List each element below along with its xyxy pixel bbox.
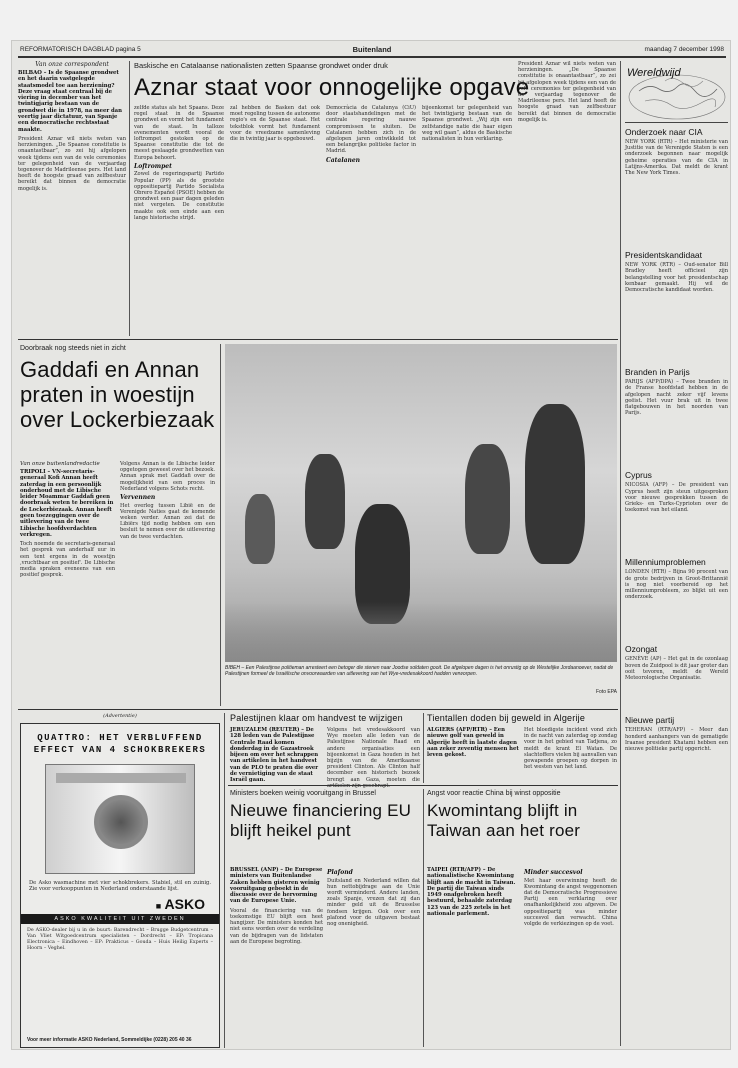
sidebar-item-title: Nieuwe partij [625, 715, 675, 726]
sidebar-item [625, 250, 728, 293]
ad-headline-2: EFFECT VAN 4 SCHOKBREKERS [33, 745, 207, 755]
eu-headline: Nieuwe financiering EU blijft heikel punt [230, 801, 412, 840]
basque-body-3: Zowel de regeringspartij Partido Popular (PP) als de grootste oppositiepartij Partido Socialista Obrero Español (PSOE) hebben de grondwet een paar dagen geleden niet vergeten. De constitutie maakte ook een einde aan een lange historische strijd. [134, 171, 224, 221]
kmt-kicker: Angst voor reactie China bij winst oppositie [427, 790, 561, 797]
photo-figure [245, 494, 275, 564]
basque-body-4: zal hebben de Basken dat ook moet regeling tussen de autonome regio's en de Spaanse staat. Het tekstblok vormt het fundament voor de vreedzame samenleving die in twintig jaar is opgebouwd. [230, 105, 320, 143]
lockerbie-headline: Gaddafi en Annan praten in woestijn over Lockerbiezaak [20, 357, 215, 432]
washing-machine-image [45, 764, 195, 874]
asko-brand: ASKO [164, 896, 205, 913]
lockerbie-col-2 [120, 461, 215, 706]
sidebar-item [625, 127, 728, 176]
asko-logo: ■ ASKO [155, 896, 205, 913]
page-header-left: REFORMATORISCH DAGBLAD pagina 5 [20, 46, 141, 53]
basque-subhead-loftrompet: Loftrompet [134, 162, 172, 170]
photo-caption: BIBEH – Een Palestijnse politieman arresteert een betoger die stenen naar Joodse soldaten gooit. De afgelopen dagen is het onrustig op de Westelijke Jordaanoever, nadat de Palestijnen formeel de Israëlische onvoorwaarden van uitlevering van het Wye-vredesakkoord hadden verworpen. [225, 665, 614, 677]
sidebar-item-title: Cyprus [625, 470, 652, 481]
lockerbie-col-1 [20, 461, 115, 706]
lockerbie-lead: TRIPOLI – VN-secretaris-generaal Kofi Annan heeft zaterdag in een persoonlijk onderhoud met de Libische leider Moammar Gaddafi geen doorbraak weten te bereiken in de Lockerbiezaak. Annan heeft geen toezeggingen over de uitlevering van de twee Libische hoofdverdachten verkregen. [20, 469, 114, 538]
ad-tag: (Advertentie) [103, 713, 137, 719]
sidebar-item-title: Millenniumproblemen [625, 557, 706, 568]
basque-kicker: Baskische en Catalaanse nationalisten zetten Spaanse grondwet onder druk [134, 61, 388, 70]
eu-kicker: Ministers boeken weinig vooruitgang in Brussel [230, 790, 376, 797]
ad-headline-1: QUATTRO: HET VERBLUFFEND [37, 733, 203, 743]
kmt-headline: Kwomintang blijft in Taiwan aan het roer [427, 801, 581, 840]
palestinians-lead: JERUZALEM (REUTER) – De 128 leden van de Palestijnse Centrale Raad komen donderdag in de Gazastrook bijeen om over het schrappen van artikelen in het handvest van de PLO te praten die over de vernietiging van de staat Israël gaan. [230, 727, 319, 784]
basque-col-3 [230, 105, 320, 335]
sidebar-item-title: Branden in Parijs [625, 367, 690, 378]
sidebar-wereldwijd [625, 61, 728, 1046]
basque-lead: BILBAO – Is de Spaanse grondwet en het daarin vastgelegde staatsmodel toe aan herziening? Deze vraag staat centraal bij de viering in december van het twintigjarig bestaan van de grondwet die in 1978, na meer dan veertig jaar dictatuur, van Spanje een democratische rechtsstaat maakte. [18, 70, 122, 133]
basque-body-1: President Aznar wil niets weten van herzieningen. „De Spaanse constitutie is onaantastbaar”, zo zei hij afgelopen week tijdens een van de vele ceremonies ter gelegenheid van de verjaardag tegenover de Madrileense pers. Het land heeft de hoogste graad van zelfbestuur bereikt dat binnen de democratie mogelijk is. [18, 135, 126, 192]
kmt-lead: TAIPEI (RTR/AFP) – De nationalistische Kwomintang blijft aan de macht in Taiwan. De partij die Taiwan sinds 1949 onafgebroken heeft bestuurd, behaalde zaterdag 123 van de 225 zetels in het nationale parlement. [427, 867, 516, 918]
ad-body: De Asko wasmachine met vier schokbrekers. Stabiel, stil en zuinig. Zie voor verkooppunten in Nederland onderstaande lijst. [29, 880, 211, 893]
sidebar-item [625, 557, 728, 600]
algeria-headline: Tientallen doden bij geweld in Algerije [427, 713, 586, 723]
sidebar-item [625, 470, 728, 513]
sidebar-item-text: NICOSIA (AFP) – De president van Cyprus heeft zijn steun uitgesproken voor nieuwe gesprekken tussen de Grieks- en Turks-Cyprioten over de toekomst van het eiland. [625, 482, 728, 514]
washer-door-icon [94, 795, 148, 849]
sidebar-item-text: NEW YORK (RTR) – Het ministerie van Justitie van de Verenigde Staten is een onderzoek begonnen naar mogelijk geheime operaties van de CIA in Latijns-Amerika. Dat meldt de krant The New York Times. [625, 139, 728, 177]
sidebar-item [625, 715, 728, 752]
sidebar-item-text: PARIJS (AFP/DPA) – Twee branden in de Franse hoofdstad hebben in de afgelopen nacht zeker vijf levens geëist. Het vuur brak uit in twee flatgebouwen in het noorden van Parijs. [625, 379, 728, 417]
photo-credit: Foto EPA [595, 689, 617, 695]
photo-figure [465, 444, 510, 554]
header-rule [18, 56, 726, 58]
ad-slogan: ASKO KWALITEIT UIT ZWEDEN [21, 914, 219, 924]
sidebar-item-title: Ozongat [625, 644, 658, 655]
basque-left-column [18, 61, 126, 336]
sidebar-item-text: TEHERAN (RTR/AFP) – Meer dan honderd aanhangers van de gematigde Iraanse president Khatami hebben een nieuwe politieke partij opgericht. [625, 727, 728, 752]
photo-figure [305, 454, 345, 549]
sidebar-item-title: Onderzoek naar CIA [625, 127, 703, 137]
sidebar-item-text: NEW YORK (RTR) – Oud-senator Bill Bradley heeft officieel zijn belangstelling voor het presidentschap kenbaar gemaakt. Hij wil de Democratische kandidaat worden. [625, 262, 728, 294]
ad-footer: Voor meer informatie ASKO Nederland, Sommeldijke (0228) 205 40 36 [27, 1037, 192, 1043]
lockerbie-subhead: Vervennen [120, 494, 156, 502]
basque-col-2 [134, 105, 224, 335]
palestinians-body: Volgens het vredesakkoord van Wye moeten alle leden van de Palestijnse Nationale Raad en andere organisaties een bijeenkomst in Gaza houden in het bijzijn van de Amerikaanse president Clinton. Als Clinton half december een historisch bezoek brengt aan Gaza, moeten die [327, 727, 420, 783]
kmt-subhead: Minder succesvol [524, 869, 583, 876]
lockerbie-body-1: Toch noemde de secretaris-generaal het gesprek van anderhalf uur in een tent ergens in de woestijn ‚vruchtbaar en positief'. De Libische media spraken eveneens van een positief gesprek. [20, 541, 115, 579]
asko-advertisement[interactable] [20, 723, 220, 1048]
eu-body-2: Duitsland en Nederland willen dat hun nettobijdrage aan de Unie wordt verminderd. Andere landen, zoals Spanje, vrezen dat zij dan minder geld uit de Brusselse fondsen krijgen. Ook over een plafond voor de uitgaven bestaat nog onenigheid. [327, 877, 420, 927]
lockerbie-byline: Van onze buitenlandredactie [20, 461, 100, 467]
sidebar-item-text: LONDEN (RTR) – Bijna 90 procent van de grote bedrijven in Groot-Brittannië is nog niet voorbereid op het millenniumprobleem, zo blijkt uit een onderzoek. [625, 569, 728, 601]
palestinians-headline: Palestijnen klaar om handvest te wijzigen [230, 713, 403, 723]
eu-body-1: Vooral de financiering van de toekomstige EU blijft een heet hangijzer. De ministers konden het niet eens worden over de verdeling van de bijdragen van de lidstaten aan de Europese begroting. [230, 907, 323, 945]
sidebar-masthead [625, 61, 728, 123]
sidebar-item [625, 367, 728, 416]
newspaper-page [11, 40, 731, 1050]
sidebar-item-text: GENÈVE (AP) – Het gat in de ozonlaag boven de Zuidpool is dit jaar groter dan ooit tevoren, meldt de Wereld Meteorologische Organisatie. [625, 656, 728, 682]
news-photo [225, 344, 617, 662]
kmt-body: Met haar overwinning heeft de Kwomintang de angst weggenomen dat de Democratische Progressieve Partij een verklaring over onafhankelijkheid zou afgeven. De oppositiepartij was minder succesvol dan verwacht. China volgde de verkiezingen op de voet. [524, 877, 617, 927]
sidebar-item-title: Presidentskandidaat [625, 250, 703, 261]
photo-figure [525, 404, 585, 564]
eu-subhead: Plafond [327, 869, 353, 876]
basque-body-6: bijeenkomst ter gelegenheid van het twintigjarig bestaan van de Spaanse grondwet. „Wij zijn een zelfstandige natie die haar eigen weg wil gaan”, aldus de Baskische nationalisten in hun verklaring. [422, 105, 512, 143]
lockerbie-body-3: Het overleg tussen Libië en de Verenigde Naties gaat de komende weken verder. Annan zei dat de Libiërs tijd nodig hebben om een besluit te nemen over de uitlevering van de twee verdachten. [120, 502, 215, 540]
algeria-body: Het bloedigste incident vond zich in de nacht van zaterdag op zondag voor in het gebied van Tadjena, zo meldt de krant El Watan. De slachtoffers vielen bij aanvallen van gewapende groepen op dorpen in het westen van het land. [524, 727, 617, 771]
section-title: Buitenland [352, 45, 392, 54]
basque-headline: Aznar staat voor onnogelijke opgave [134, 74, 530, 101]
basque-col-6 [518, 61, 616, 336]
page-header-date: maandag 7 december 1998 [644, 46, 724, 53]
basque-body-5: Democràcia de Catalunya (CiU) door staatshandelingen met de centrale regering nauwe compromissen te sluiten. De Catalanen hebben zich in de afgelopen jaren ontwikkeld tot een belangrijke politieke factor in Madrid. [326, 105, 416, 155]
algeria-lead: ALGIERS (AFP/RTR) – Een nieuwe golf van geweld in Algerije heeft in laatste dagen aan zeker zeventig mensen het leven gekost. [427, 727, 519, 759]
basque-subhead-catalanen: Catalanen [326, 156, 361, 164]
basque-body-2: zelfde status als het Spaans. Deze regel staat in de Spaanse grondwet en vormt het fundament van de staat. In talloze evenementen wordt vooral de loftrompet gestoken op de Spaanse constitutie die tot de meest geslaagde grondwetten van Europa behoort. [134, 105, 224, 161]
basque-col-5 [422, 105, 512, 335]
basque-col-4 [326, 105, 416, 335]
lockerbie-body-2: Volgens Annan is de Libische leider opgetogen geweest over het bezoek. Annan sprak met Gaddafi over de mogelijkheid van een proces in Nederland volgens Schots recht. [120, 461, 215, 492]
ad-dealers: De ASKO-dealer bij u in de buurt: Barendrecht – Brugge Budgetcentrum – Van Vliet Witgoedcentrum specialisten – Dordrecht – EP: Tropicana Electronica – Eindhoven – EP: Prakticus – Gouda – Huis Heilig Experts – Hoorn – Veghel. [27, 928, 213, 951]
basque-byline: Van onze correspondent [35, 61, 109, 68]
lockerbie-kicker: Doorbraak nog steeds niet in zicht [20, 345, 126, 352]
sidebar-title: Wereldwijd [627, 67, 681, 79]
eu-lead: BRUSSEL (ANP) – De Europese ministers van Buitenlandse Zaken hebben gisteren weinig vooruitgang geboekt in de discussie over de hervorming van de Europese Unie. [230, 867, 323, 905]
sidebar-item [625, 644, 728, 681]
basque-body-6b: President Aznar wil niets weten van herzieningen. „De Spaanse constitutie is onaantastbaar”, zo zei hij afgelopen week tijdens een van de vele ceremonies ter gelegenheid van de verjaardag tegenover de Madrileense pers. Het land heeft de hoogste graad van zelfbestuur bereikt dat binnen de democratie mogelijk is. [518, 61, 616, 123]
